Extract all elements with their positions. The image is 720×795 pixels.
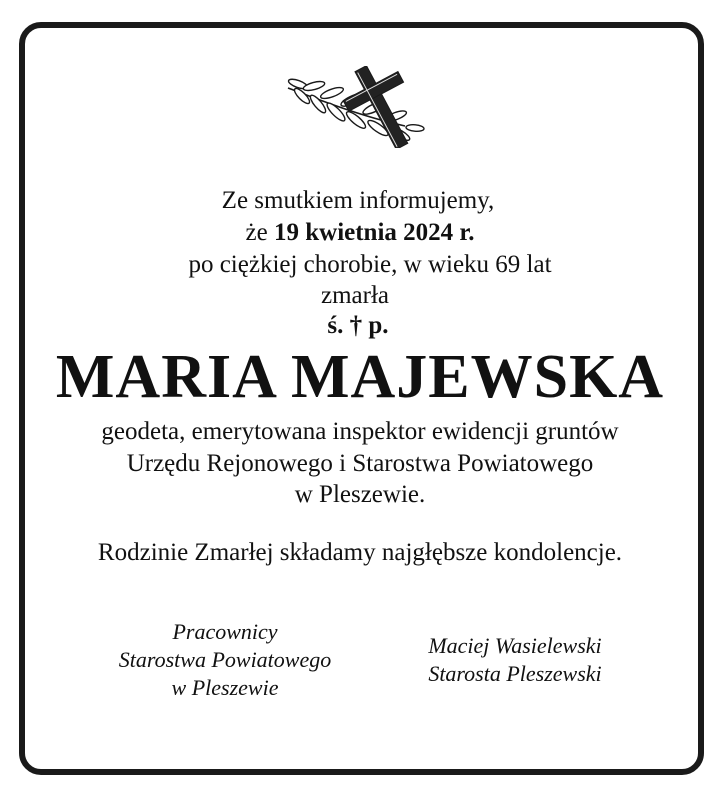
description-line-3: w Pleszewie. — [294, 481, 426, 508]
signature-left-line-2: Starostwa Powiatowego — [118, 647, 332, 672]
signature-left-line-1: Pracownicy — [172, 619, 278, 644]
intro-line-2 — [0, 219, 720, 247]
signature-right-line-2: Starosta Pleszewski — [428, 661, 602, 686]
intro-line-1: Ze smutkiem informujemy, — [221, 187, 495, 214]
intro-line-3: po ciężkiej chorobie, w wieku 69 lat — [188, 251, 552, 278]
signature-left-line-3: w Pleszewie — [171, 675, 279, 700]
intro-line-2-prefix: że — [245, 219, 274, 246]
signature-right-line-1: Maciej Wasielewski — [428, 633, 602, 658]
honorific: ś. † p. — [327, 312, 389, 339]
deceased-name: MARIA MAJEWSKA — [55, 343, 665, 411]
description-line-2: Urzędu Rejonowego i Starostwa Powiatowego — [126, 450, 594, 477]
cross-with-palm-branch-icon — [280, 66, 440, 148]
signature-left — [100, 618, 350, 702]
signature-right — [405, 632, 625, 688]
intro-line-4: zmarła — [320, 282, 389, 309]
death-date: 19 kwietnia 2024 r. — [273, 219, 475, 246]
condolence-message: Rodzinie Zmarłej składamy najgłębsze kondolencje. — [97, 539, 623, 566]
description-line-1: geodeta, emerytowana inspektor ewidencji gruntów — [101, 418, 619, 445]
